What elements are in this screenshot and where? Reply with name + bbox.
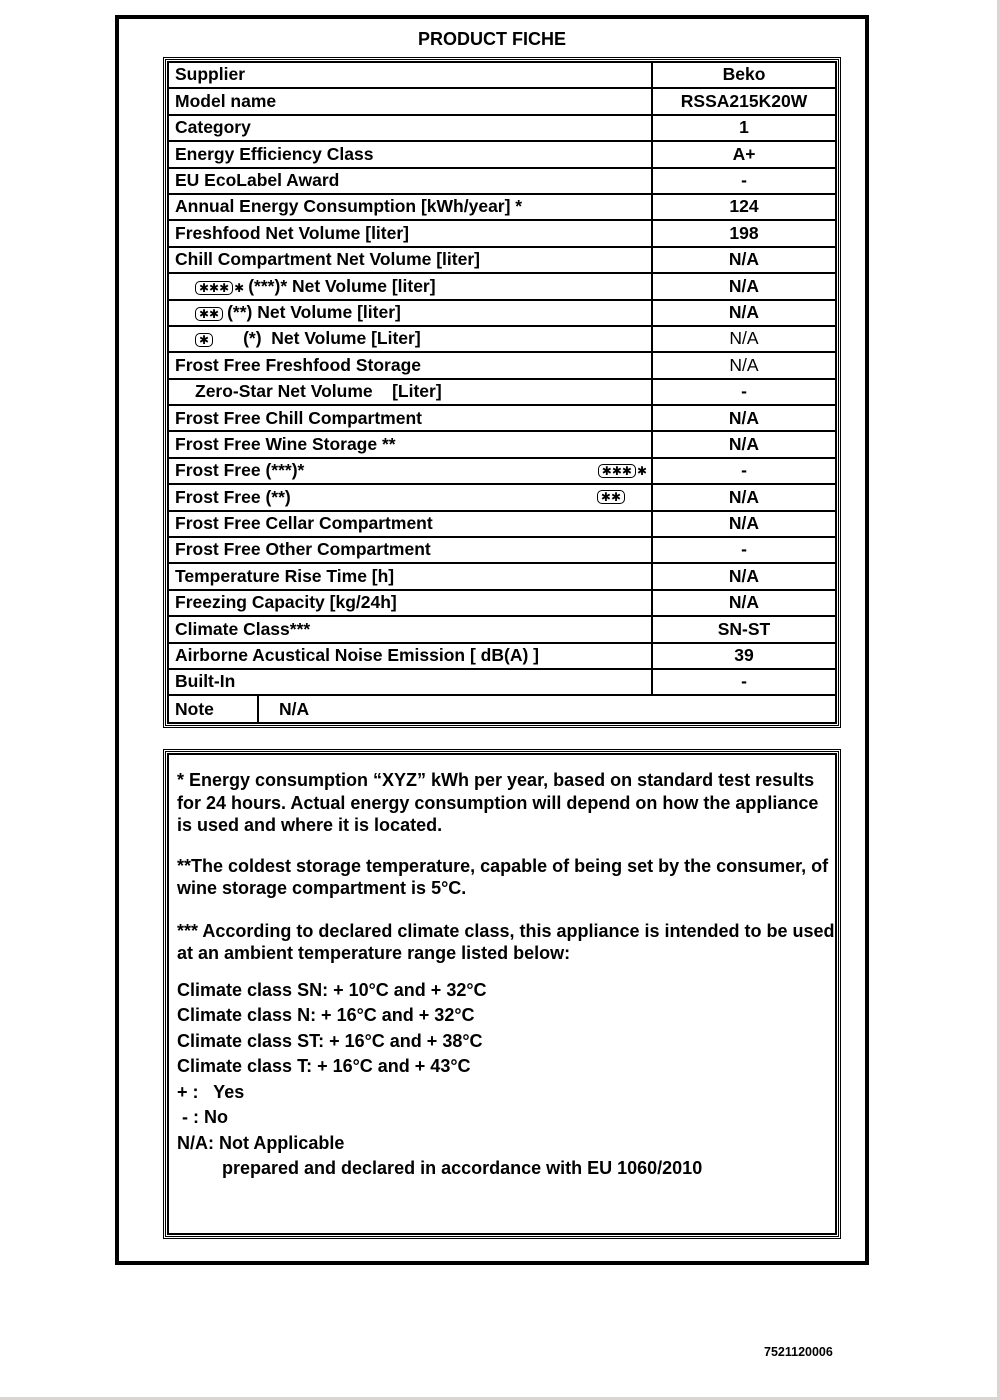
table-row-ff-three-star	[168, 458, 836, 484]
footnotes-box	[163, 749, 841, 1239]
note-value: N/A	[279, 698, 310, 719]
row-label: Frost Free Wine Storage **	[168, 431, 652, 457]
one-star-icon: ✱	[195, 333, 213, 347]
table-row-zero-star	[168, 379, 836, 405]
note-label: Note	[169, 696, 259, 722]
row-label: Freezing Capacity [kg/24h]	[168, 590, 652, 616]
row-label-cell	[168, 484, 652, 510]
table-row-chill-volume	[168, 247, 836, 273]
table-row-three-star-volume	[168, 273, 836, 299]
row-value: -	[652, 537, 836, 563]
row-value: N/A	[652, 511, 836, 537]
row-label: (*) Net Volume [Liter]	[243, 328, 421, 349]
row-label: Category	[168, 115, 652, 141]
row-value: N/A	[652, 563, 836, 589]
row-value: 1	[652, 115, 836, 141]
row-value: -	[652, 379, 836, 405]
row-value: N/A	[652, 326, 836, 352]
row-label: Annual Energy Consumption [kWh/year] *	[168, 194, 652, 220]
table-row-ecolabel	[168, 168, 836, 194]
row-value: Beko	[652, 62, 836, 88]
row-label: Freshfood Net Volume [liter]	[168, 220, 652, 246]
table-row-ff-chill	[168, 405, 836, 431]
row-value: 198	[652, 220, 836, 246]
table-row-annual-energy	[168, 194, 836, 220]
three-star-plus-icon: ✱✱✱ ✱	[598, 464, 647, 478]
two-star-icon: ✱✱	[597, 490, 625, 504]
row-label: Built-In	[168, 669, 652, 695]
table-row-ff-freshfood	[168, 352, 836, 378]
row-label: Frost Free (**)	[175, 486, 291, 507]
table-row-freezing-capacity	[168, 590, 836, 616]
table-row-one-star-volume	[168, 326, 836, 352]
table-row-ff-wine	[168, 431, 836, 457]
page-title: PRODUCT FICHE	[418, 29, 566, 49]
table-row-climate-class	[168, 616, 836, 642]
row-value: N/A	[652, 484, 836, 510]
row-label-cell	[168, 326, 652, 352]
legend-no: - : No	[177, 1107, 228, 1127]
row-label: (***)* Net Volume [liter]	[248, 275, 436, 296]
table-row-model-name	[168, 88, 836, 114]
row-value: N/A	[652, 273, 836, 299]
row-label: Frost Free Other Compartment	[168, 537, 652, 563]
row-label: Frost Free Freshfood Storage	[168, 352, 652, 378]
row-label: Temperature Rise Time [h]	[168, 563, 652, 589]
table-row-built-in	[168, 669, 836, 695]
table-row-ff-two-star	[168, 484, 836, 510]
row-label: Chill Compartment Net Volume [liter]	[168, 247, 652, 273]
legend-na: N/A: Not Applicable	[177, 1132, 345, 1153]
row-label: Frost Free Chill Compartment	[168, 405, 652, 431]
document-number: 7521120006	[764, 1345, 833, 1359]
table-row-temp-rise	[168, 563, 836, 589]
table-row-category	[168, 115, 836, 141]
table-row-ff-other	[168, 537, 836, 563]
row-value: RSSA215K20W	[652, 88, 836, 114]
row-value: N/A	[652, 247, 836, 273]
table-row-ff-cellar	[168, 511, 836, 537]
climate-class-sn: Climate class SN: + 10°C and + 32°C	[177, 979, 487, 1000]
row-value: N/A	[652, 300, 836, 326]
row-label: Model name	[168, 88, 652, 114]
table-row-noise	[168, 643, 836, 669]
row-label-cell	[168, 458, 652, 484]
row-label: Zero-Star Net Volume [Liter]	[168, 379, 652, 405]
row-label: (**) Net Volume [liter]	[227, 301, 401, 322]
footnotes-content	[167, 753, 837, 1235]
three-star-plus-icon: ✱✱✱ ✱	[195, 281, 244, 295]
row-value: N/A	[652, 352, 836, 378]
footnote-climate-intro: *** According to declared climate class, this appliance is intended to be used at an ambient temperature range listed below:	[177, 920, 835, 963]
climate-class-n: Climate class N: + 16°C and + 32°C	[177, 1005, 475, 1025]
climate-class-t: Climate class T: + 16°C and + 43°C	[177, 1056, 471, 1076]
footnote-energy: * Energy consumption “XYZ” kWh per year, based on standard test results for 24 hours. Actual energy consumption will depend on how the appliance is used and where it is located.	[177, 770, 819, 835]
two-star-icon: ✱✱	[195, 307, 223, 321]
row-label: Energy Efficiency Class	[168, 141, 652, 167]
row-value: 124	[652, 194, 836, 220]
spec-table-wrapper	[163, 57, 841, 728]
table-row-note	[168, 695, 836, 723]
row-value: N/A	[652, 431, 836, 457]
note-cell	[168, 695, 836, 723]
row-label: Frost Free (***)*	[175, 460, 305, 481]
row-label: Frost Free Cellar Compartment	[168, 511, 652, 537]
declaration-text: prepared and declared in accordance with EU 1060/2010	[222, 1158, 703, 1178]
table-row-energy-class	[168, 141, 836, 167]
row-value: -	[652, 458, 836, 484]
product-fiche-frame	[115, 15, 869, 1265]
row-label: Supplier	[168, 62, 652, 88]
row-label: Airborne Acustical Noise Emission [ dB(A) ]	[168, 643, 652, 669]
table-row-freshfood-volume	[168, 220, 836, 246]
footnote-wine: **The coldest storage temperature, capable of being set by the consumer, of wine storage compartment is 5°C.	[177, 855, 829, 898]
row-label: EU EcoLabel Award	[168, 168, 652, 194]
row-label-cell	[168, 273, 652, 299]
row-value: SN-ST	[652, 616, 836, 642]
row-value: N/A	[652, 405, 836, 431]
table-row-supplier	[168, 62, 836, 88]
row-label: Climate Class***	[168, 616, 652, 642]
row-value: N/A	[652, 590, 836, 616]
table-row-two-star-volume	[168, 300, 836, 326]
spec-table	[167, 61, 837, 724]
row-value: A+	[652, 141, 836, 167]
row-value: 39	[652, 643, 836, 669]
row-value: -	[652, 669, 836, 695]
row-value: -	[652, 168, 836, 194]
legend-yes: + : Yes	[177, 1081, 245, 1102]
row-label-cell	[168, 300, 652, 326]
climate-class-st: Climate class ST: + 16°C and + 38°C	[177, 1030, 483, 1051]
